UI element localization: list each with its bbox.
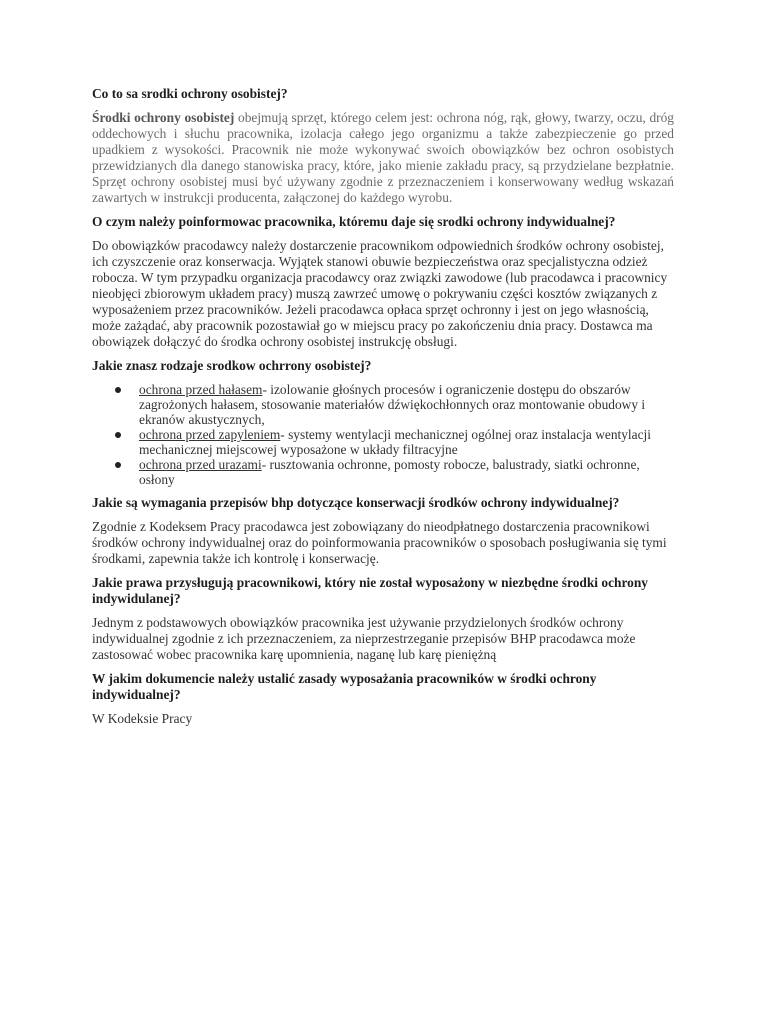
list-item-desc: - rusztowania ochronne, pomosty robocze, balustrady, siatki ochronne, osłony xyxy=(139,457,640,487)
heading-employee-rights: Jakie prawa przysługują pracownikowi, który nie został wyposażony w niezbędne środki ochrony indywidulanej? xyxy=(92,575,648,606)
bullet-icon xyxy=(115,462,121,468)
list-item xyxy=(92,457,674,487)
list-item xyxy=(92,427,674,457)
bullet-icon xyxy=(115,432,121,438)
heading-which-document: W jakim dokumencie należy ustalić zasady wyposażania pracowników w środki ochrony indywidualnej? xyxy=(92,671,597,702)
heading-what-to-inform: O czym należy poinformowac prаcownika, któremu daje się srodki ochrony indywidualnej? xyxy=(92,214,616,229)
heading-ppe-types: Jakie znasz rodzaje srodkow ochrrony osobistej? xyxy=(92,358,372,373)
heading-maintenance-rules: Jakie są wymagania przepisów bhp dotyczące konserwacji środków ochrony indywidualnej? xyxy=(92,495,620,510)
list-item-term: ochrona przed hałasem xyxy=(139,382,263,397)
document-body xyxy=(92,86,674,735)
paragraph-ppe-definition xyxy=(92,110,674,206)
ppe-definition-text: obejmują sprzęt, którego celem jest: ochrona nóg, rąk, głowy, twarzy, oczu, dróg oddechowych i słuchu pracownika, izolacja całego jego organizmu a także zabezpieczenie go przed upadkiem z wysokości. Pracownik nie może wykonywać swoich obowiązków bez ochron osobistych przewidzianych dla danego stanowiska pracy, które, jako mienie zakładu pracy, są przydzielane bezpłatnie. Sprzęt ochrony osobistej musi być używany zgodnie z przeznaczeniem i konserwowany według wskazań zawartych w instrukcji producenta, załączonej do każdego wyrobu. xyxy=(92,110,674,205)
paragraph-document-answer: W Kodeksie Pracy xyxy=(92,711,193,726)
list-item-term: ochrona przed zapyleniem xyxy=(139,427,281,442)
paragraph-employee-rights: Jednym z podstawowych obowiązków pracownika jest używanie przydzielonych środków ochrony indywidualnej zgodnie z ich przeznaczeniem, za nieprzestrzeganie przepisów BHP pracodawca może zastosować wobec pracownika karę upomnienia, naganę lub karę pieniężną xyxy=(92,615,636,662)
list-item-desc: - systemy wentylacji mechanicznej ogólnej oraz instalacja wentylacji mechanicznej miejscowej wyposażone w układy filtracyjne xyxy=(139,427,651,457)
list-item-desc: - izolowanie głośnych procesów i ograniczenie dostępu do obszarów zagrożonych hałasem, stosowanie materiałów dźwiękochłonnych oraz montowanie obudowy i ekranów akustycznych, xyxy=(139,382,646,427)
ppe-lead-term: Środki ochrony osobistej xyxy=(92,110,235,125)
paragraph-maintenance: Zgodnie z Kodeksem Pracy pracodawca jest zobowiązany do nieodpłatnego dostarczenia pracownikowi środków ochrony indywidualnej oraz do poinformowania pracowników o sposobach posługiwania się tymi środkami, zapewnia także ich kontrolę i konserwację. xyxy=(92,519,667,566)
paragraph-employer-duties: Do obowiązków pracodawcy należy dostarczenie pracownikom odpowiednich środków ochrony osobistej, ich czyszczenie oraz konserwacja. Wyjątek stanowi obuwie bezpieczeństwa oraz specjalistyczna odzież robocza. W tym przypadku organizacja pracodawcy oraz związki zawodowe (lub pracodawca i pracownicy nieobjęci zbiorowym układem pracy) muszą zawrzeć umowę o pokrywaniu części kosztów związanych z wyposażeniem przez pracowników. Jeżeli pracodawca opłaca sprzęt ochronny i jest on jego własnością, może zażądać, aby pracownik pozostawiał go w miejscu pracy po zakończeniu dnia pracy. Dostawca ma obowiązek dołączyć do środka ochrony osobistej instrukcję obsługi. xyxy=(92,238,668,349)
heading-what-is-ppe: Co to sa srodki ochrony osobistej? xyxy=(92,86,288,101)
list-item-term: ochrona przed urazami xyxy=(139,457,262,472)
ppe-types-list xyxy=(92,382,674,487)
bullet-icon xyxy=(115,387,121,393)
list-item xyxy=(92,382,674,427)
